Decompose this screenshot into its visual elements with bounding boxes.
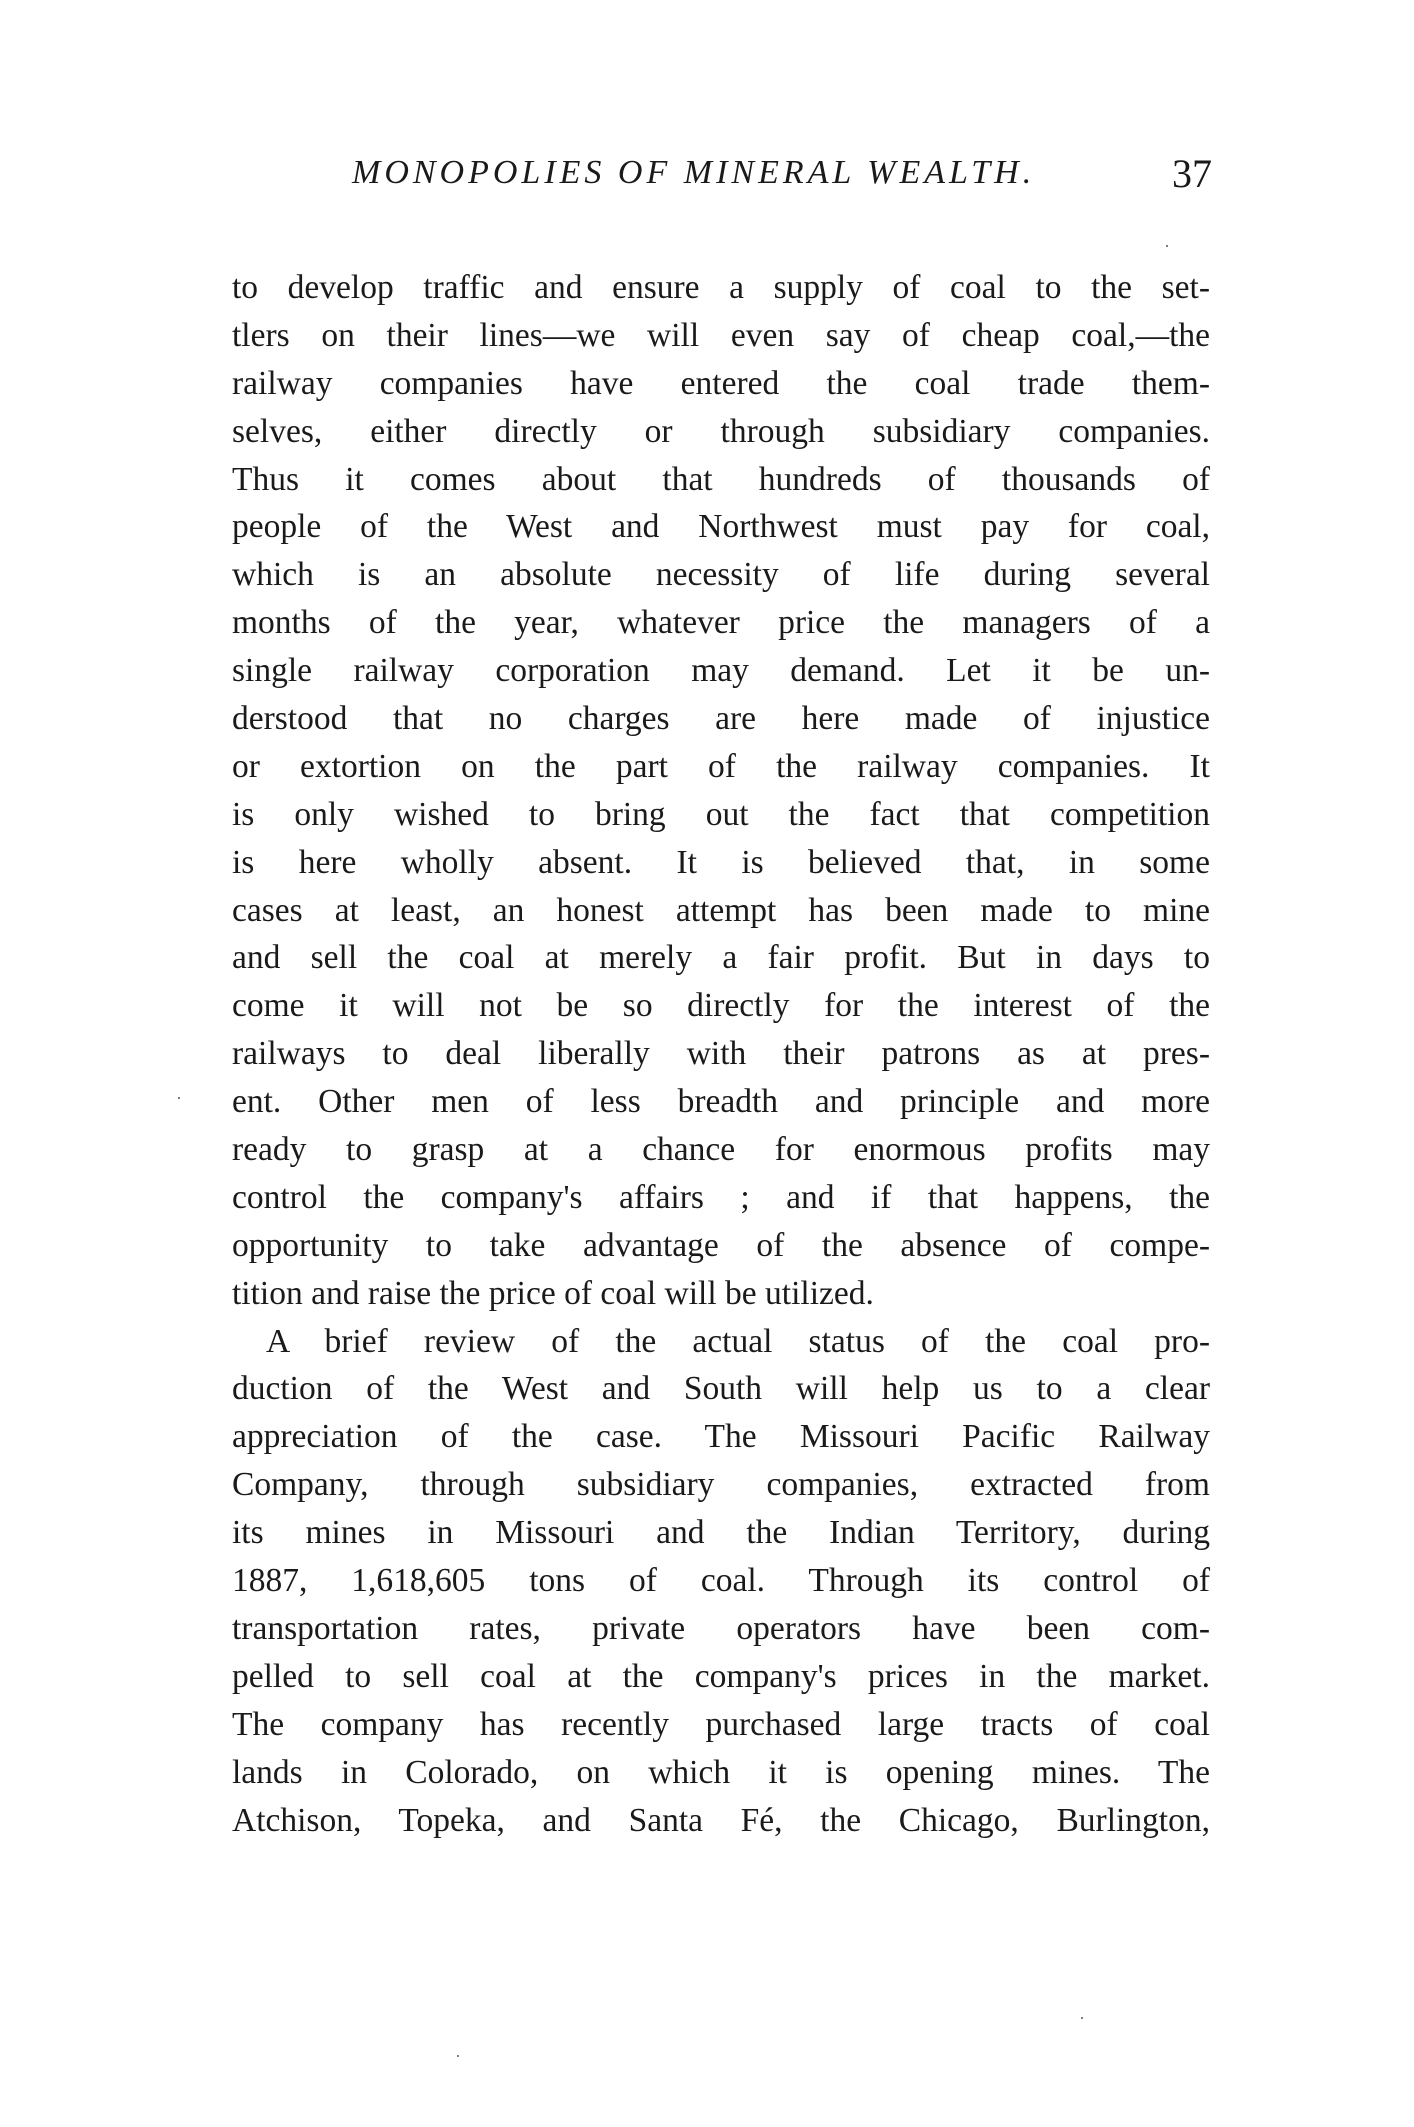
scan-speck [1081,2017,1083,2019]
text-line: 1887, 1,618,605 tons of coal. Through its control of [232,1562,1210,1600]
text-line: selves, either directly or through subsidiary companies. [232,412,1210,450]
text-line: single railway corporation may demand. Let it be un- [232,652,1210,690]
text-line: which is an absolute necessity of life during several [232,556,1210,594]
text-line: or extortion on the part of the railway companies. It [232,747,1210,785]
text-line: tition and raise the price of coal will be utilized. [232,1274,874,1312]
text-line: railway companies have entered the coal trade them- [232,364,1210,402]
text-line: pelled to sell coal at the company's prices in the market. [232,1657,1210,1695]
text-line: derstood that no charges are here made of injustice [232,700,1210,738]
text-line: The company has recently purchased large tracts of coal [232,1705,1210,1743]
text-line: come it will not be so directly for the interest of the [232,987,1210,1025]
text-line: A brief review of the actual status of the coal pro- [266,1322,1210,1360]
scan-speck [457,2055,459,2057]
text-line: Company, through subsidiary companies, extracted from [232,1466,1210,1504]
text-line: to develop traffic and ensure a supply of coal to the set- [232,269,1210,306]
text-line: is here wholly absent. It is believed that, in some [232,843,1210,881]
scan-speck [1166,245,1168,247]
text-line: tlers on their lines—we will even say of cheap coal,—the [232,316,1210,354]
scan-speck [178,1097,180,1099]
text-line: is only wished to bring out the fact that competition [232,795,1210,833]
text-line: lands in Colorado, on which it is opening mines. The [232,1753,1210,1791]
text-line: duction of the West and South will help us to a clear [232,1370,1210,1408]
page-number: 37 [1172,151,1212,196]
paragraph-1 [232,264,1210,1318]
text-line: opportunity to take advantage of the absence of compe- [232,1226,1210,1264]
text-line: ready to grasp at a chance for enormous profits may [232,1131,1210,1169]
text-line: appreciation of the case. The Missouri Pacific Railway [232,1418,1210,1456]
body-text [232,264,1210,1844]
text-line: and sell the coal at merely a fair profit. But in days to [232,939,1210,977]
text-line: cases at least, an honest attempt has been made to mine [232,891,1210,929]
text-line: transportation rates, private operators have been com- [232,1609,1210,1647]
text-line: Thus it comes about that hundreds of thousands of [232,460,1210,498]
paragraph-2 [232,1318,1210,1845]
text-line: its mines in Missouri and the Indian Territory, during [232,1514,1210,1552]
text-line: control the company's affairs ; and if that happens, the [232,1178,1210,1216]
text-line: months of the year, whatever price the managers of a [232,604,1210,642]
text-line: ent. Other men of less breadth and principle and more [232,1083,1210,1121]
running-head [232,150,1212,210]
text-line: railways to deal liberally with their patrons as at pres- [232,1035,1210,1073]
text-line: people of the West and Northwest must pay for coal, [232,508,1210,546]
running-title: MONOPOLIES OF MINERAL WEALTH. [352,154,1036,191]
text-line: Atchison, Topeka, and Santa Fé, the Chicago, Burlington, [232,1801,1210,1839]
